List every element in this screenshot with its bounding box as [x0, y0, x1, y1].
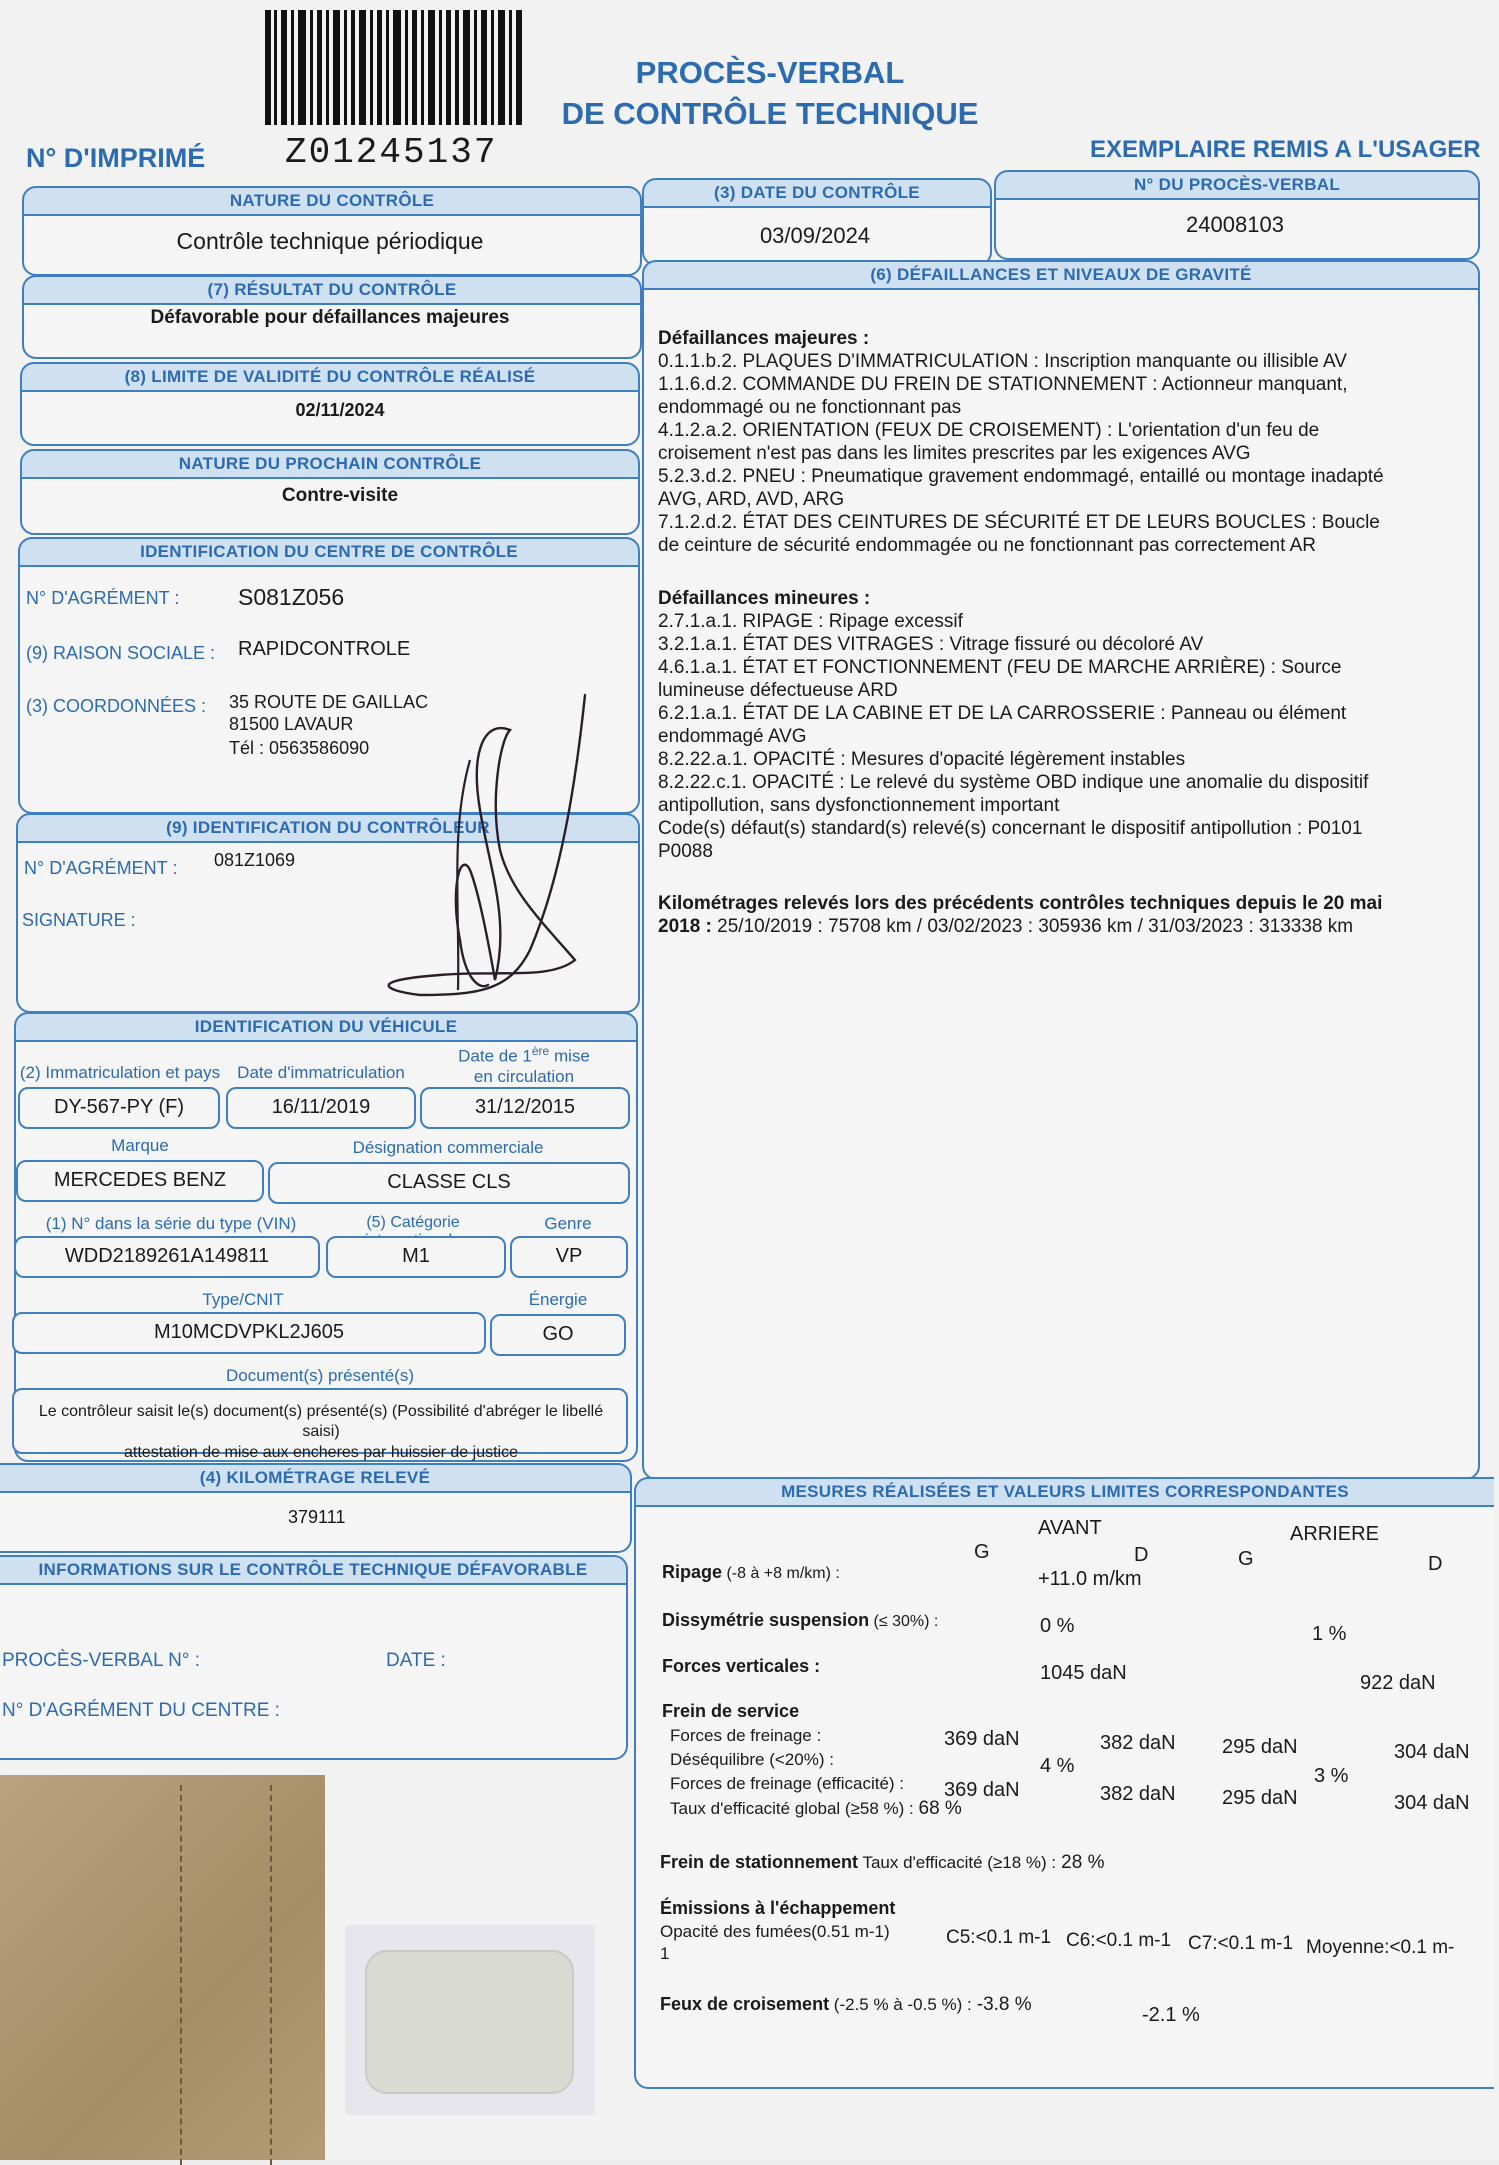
energie-field: GO: [490, 1314, 626, 1356]
forces-freinage-label: Forces de freinage :: [670, 1726, 822, 1745]
nature-controle-header: NATURE DU CONTRÔLE: [22, 186, 642, 216]
mineure-line: 3.2.1.a.1. ÉTAT DES VITRAGES : Vitrage fissuré ou décoloré AV: [658, 634, 1204, 655]
avant-g-label: G: [974, 1541, 990, 1563]
imprime-number: Z01245137: [285, 132, 498, 173]
limite-validite-value: 02/11/2024: [295, 400, 385, 420]
forces-efficacite-label: Forces de freinage (efficacité) :: [670, 1774, 905, 1793]
vin-label: (1) N° dans la série du type (VIN): [45, 1214, 297, 1233]
designation-field: CLASSE CLS: [268, 1162, 630, 1204]
mineure-line: endommagé AVG: [658, 726, 807, 747]
date-immat-label: Date d'immatriculation: [237, 1063, 405, 1082]
centre-coord-line2: 81500 LAVAUR: [229, 714, 354, 734]
prochain-controle-value: Contre-visite: [281, 485, 399, 506]
opacite-label-2: 1: [660, 1944, 670, 1963]
vin-field: WDD2189261A149811: [14, 1236, 320, 1278]
ripage-row: Ripage (-8 à +8 m/km) :: [662, 1562, 840, 1582]
mineure-line: 8.2.22.a.1. OPACITÉ : Mesures d'opacité légèrement instables: [658, 749, 1186, 770]
categorie-label: (5) Catégorie: [366, 1214, 460, 1231]
ripage-value: +11.0 m/km: [1038, 1568, 1142, 1590]
nature-controle-value: Contrôle technique périodique: [176, 228, 484, 254]
genre-field: VP: [510, 1236, 628, 1278]
categorie-field: M1: [326, 1236, 506, 1278]
dissymetrie-row: Dissymétrie suspension (≤ 30%) :: [662, 1610, 939, 1630]
opacite-moyenne: Moyenne:<0.1 m-: [1306, 1937, 1455, 1958]
majeure-line: AVG, ARD, AVD, ARG: [658, 489, 845, 510]
marque-field: MERCEDES BENZ: [16, 1160, 264, 1202]
signature-image: [360, 690, 600, 1010]
majeure-line: 7.1.2.d.2. ÉTAT DES CEINTURES DE SÉCURITÉ ET DE LEURS BOUCLES : Boucle: [658, 512, 1380, 533]
limite-validite-header: (8) LIMITE DE VALIDITÉ DU CONTRÔLE RÉALISÉ: [20, 362, 640, 392]
desequilibre-ar: 3 %: [1314, 1765, 1349, 1787]
opacite-label: Opacité des fumées(0.51 m-1): [660, 1922, 890, 1941]
controleur-agrement-label: N° D'AGRÉMENT :: [24, 858, 178, 878]
forces-freinage-avg: 369 daN: [944, 1728, 1020, 1750]
majeure-line: croisement n'est pas dans les limites prescrites par les exigences AVG: [658, 443, 1251, 464]
centre-raison-value: RAPIDCONTROLE: [238, 638, 411, 660]
immat-field: DY-567-PY (F): [18, 1087, 220, 1129]
opacite-c6: C6:<0.1 m-1: [1066, 1930, 1172, 1951]
documents-value2: attestation de mise aux encheres par huissier de justice: [124, 1444, 518, 1461]
majeure-line: de ceinture de sécurité endommagée ou ne fonctionnant pas correctement AR: [658, 535, 1317, 556]
km-history-values: 2018 : 25/10/2019 : 75708 km / 03/02/2023 : 305936 km / 31/03/2023 : 313338 km: [658, 916, 1354, 937]
exemplaire-label: EXEMPLAIRE REMIS A L'USAGER: [1090, 136, 1481, 163]
vehicule-header: IDENTIFICATION DU VÉHICULE: [14, 1012, 638, 1042]
mineure-line: 4.6.1.a.1. ÉTAT ET FONCTIONNEMENT (FEU DE MARCHE ARRIÈRE) : Source: [658, 657, 1342, 678]
mineures-title: Défaillances mineures :: [658, 588, 871, 609]
centre-agrement-value: S081Z056: [238, 584, 345, 610]
kilometrage-header: (4) KILOMÉTRAGE RELEVÉ: [0, 1463, 632, 1493]
forces-efficacite-avg: 369 daN: [944, 1779, 1020, 1801]
controleur-agrement-value: 081Z1069: [214, 850, 296, 870]
forces-verticales-label: Forces verticales :: [662, 1656, 821, 1676]
frein-stationnement-row: Frein de stationnement Taux d'efficacité (≥18 %) : 28 %: [660, 1852, 1105, 1873]
mineure-line: 2.7.1.a.1. RIPAGE : Ripage excessif: [658, 611, 963, 632]
prochain-controle-header: NATURE DU PROCHAIN CONTRÔLE: [20, 449, 640, 479]
majeure-line: endommagé ou ne fonctionnant pas: [658, 397, 962, 418]
barcode-image: [265, 10, 530, 125]
date-controle-header: (3) DATE DU CONTRÔLE: [642, 178, 992, 208]
centre-coord-line1: 35 ROUTE DE GAILLAC: [229, 692, 429, 712]
majeures-list: [658, 350, 1468, 557]
feux-croisement-row: Feux de croisement (-2.5 % à -0.5 %) : -3.8 %: [660, 1994, 1032, 2015]
forces-verticales-ar-value: 922 daN: [1360, 1672, 1436, 1694]
controleur-signature-label: SIGNATURE :: [22, 910, 136, 930]
defavorable-agrement-label: N° D'AGRÉMENT DU CENTRE :: [2, 1700, 280, 1721]
date-controle-value: 03/09/2024: [759, 223, 871, 248]
majeure-line: 1.1.6.d.2. COMMANDE DU FREIN DE STATIONNEMENT : Actionneur manquant,: [658, 374, 1348, 395]
centre-coord-label: (3) COORDONNÉES :: [26, 696, 207, 716]
mineures-list: [658, 610, 1468, 863]
imprime-label: N° D'IMPRIMÉ: [26, 143, 206, 173]
type-label: Type/CNIT: [202, 1290, 284, 1309]
centre-coord-line3: Tél : 0563586090: [229, 738, 370, 758]
dissymetrie-av-value: 0 %: [1040, 1615, 1075, 1637]
envelope-perforation-2: [270, 1785, 272, 2165]
forces-efficacite-ard: 304 daN: [1394, 1792, 1470, 1814]
emissions-label: Émissions à l'échappement: [660, 1898, 896, 1918]
type-field: M10MCDVPKL2J605: [12, 1312, 486, 1354]
immat-label: (2) Immatriculation et pays: [19, 1063, 221, 1082]
defavorable-date-label: DATE :: [386, 1650, 446, 1671]
resultat-value: Défavorable pour défaillances majeures: [150, 307, 510, 328]
desequilibre-label: Déséquilibre (<20%) :: [670, 1750, 834, 1769]
forces-efficacite-avd: 382 daN: [1100, 1783, 1176, 1805]
feux-croisement-d: -2.1 %: [1142, 2004, 1200, 2026]
documents-value: Le contrôleur saisit le(s) document(s) présenté(s) (Possibilité d'abréger le libellé saisi): [38, 1403, 604, 1440]
centre-raison-label: (9) RAISON SOCIALE :: [26, 643, 216, 663]
numero-pv-header: N° DU PROCÈS-VERBAL: [994, 170, 1480, 200]
forces-freinage-avd: 382 daN: [1100, 1732, 1176, 1754]
mineure-line: 8.2.22.c.1. OPACITÉ : Le relevé du système OBD indique une anomalie du dispositif: [658, 772, 1369, 793]
mesures-header: MESURES RÉALISÉES ET VALEURS LIMITES CORRESPONDANTES: [634, 1477, 1494, 1507]
defaillances-header: (6) DÉFAILLANCES ET NIVEAUX DE GRAVITÉ: [642, 260, 1480, 290]
avant-label: AVANT: [1038, 1517, 1102, 1539]
forces-verticales-av-value: 1045 daN: [1040, 1662, 1127, 1684]
majeure-line: 4.1.2.a.2. ORIENTATION (FEUX DE CROISEMENT) : L'orientation d'un feu de: [658, 420, 1320, 441]
forces-freinage-ard: 304 daN: [1394, 1741, 1470, 1763]
premiere-mise-field: 31/12/2015: [420, 1087, 630, 1129]
genre-label: Genre: [544, 1214, 592, 1233]
arriere-g-label: G: [1238, 1548, 1254, 1570]
marque-label: Marque: [111, 1136, 169, 1155]
forces-efficacite-arg: 295 daN: [1222, 1787, 1298, 1809]
opacite-c7: C7:<0.1 m-1: [1188, 1933, 1294, 1954]
resultat-header: (7) RÉSULTAT DU CONTRÔLE: [22, 275, 642, 305]
dissymetrie-ar-value: 1 %: [1312, 1623, 1347, 1645]
numero-pv-value: 24008103: [1186, 212, 1284, 237]
premiere-mise-label: Date de 1ère mise en circulation: [458, 1044, 590, 1086]
designation-label: Désignation commerciale: [352, 1138, 544, 1157]
defavorable-pv-label: PROCÈS-VERBAL N° :: [2, 1650, 200, 1671]
mineure-line: antipollution, sans dysfonctionnement important: [658, 795, 1060, 816]
majeures-title: Défaillances majeures :: [658, 328, 870, 349]
forces-freinage-arg: 295 daN: [1222, 1736, 1298, 1758]
envelope: [0, 1775, 325, 2160]
majeure-line: 0.1.1.b.2. PLAQUES D'IMMATRICULATION : Inscription manquante ou illisible AV: [658, 351, 1347, 372]
title-line2: DE CONTRÔLE TECHNIQUE: [561, 96, 979, 131]
kilometrage-value: 379111: [288, 1507, 346, 1527]
taux-efficacite-row: Taux d'efficacité global (≥58 %) : 68 %: [670, 1798, 962, 1819]
envelope-perforation: [180, 1785, 182, 2165]
desequilibre-av: 4 %: [1040, 1755, 1075, 1777]
mineure-line: 6.2.1.a.1. ÉTAT DE LA CABINE ET DE LA CARROSSERIE : Panneau ou élément: [658, 703, 1347, 724]
date-immat-field: 16/11/2019: [226, 1087, 416, 1129]
arriere-label: ARRIERE: [1290, 1523, 1379, 1545]
title-line1: PROCÈS-VERBAL: [635, 55, 905, 90]
opacite-c5: C5:<0.1 m-1: [946, 1927, 1052, 1948]
centre-header: IDENTIFICATION DU CENTRE DE CONTRÔLE: [18, 537, 640, 567]
mineure-line: lumineuse défectueuse ARD: [658, 680, 898, 701]
arriere-d-label: D: [1428, 1553, 1443, 1575]
centre-agrement-label: N° D'AGRÉMENT :: [26, 588, 180, 608]
mineure-line: P0088: [658, 841, 713, 862]
controleur-header: (9) IDENTIFICATION DU CONTRÔLEUR: [16, 813, 640, 843]
km-history-title: Kilométrages relevés lors des précédents contrôles techniques depuis le 20 mai: [658, 893, 1383, 914]
defavorable-header: INFORMATIONS SUR LE CONTRÔLE TECHNIQUE DÉFAVORABLE: [0, 1555, 628, 1585]
envelope-window: [365, 1950, 574, 2094]
mineure-line: Code(s) défaut(s) standard(s) relevé(s) concernant le dispositif antipollution : P0101: [658, 818, 1363, 839]
avant-d-label: D: [1134, 1544, 1149, 1566]
frein-service-label: Frein de service: [662, 1701, 800, 1721]
energie-label: Énergie: [528, 1290, 588, 1309]
documents-label: Document(s) présenté(s): [225, 1366, 414, 1385]
majeure-line: 5.2.3.d.2. PNEU : Pneumatique gravement endommagé, entaillé ou montage inadapté: [658, 466, 1384, 487]
